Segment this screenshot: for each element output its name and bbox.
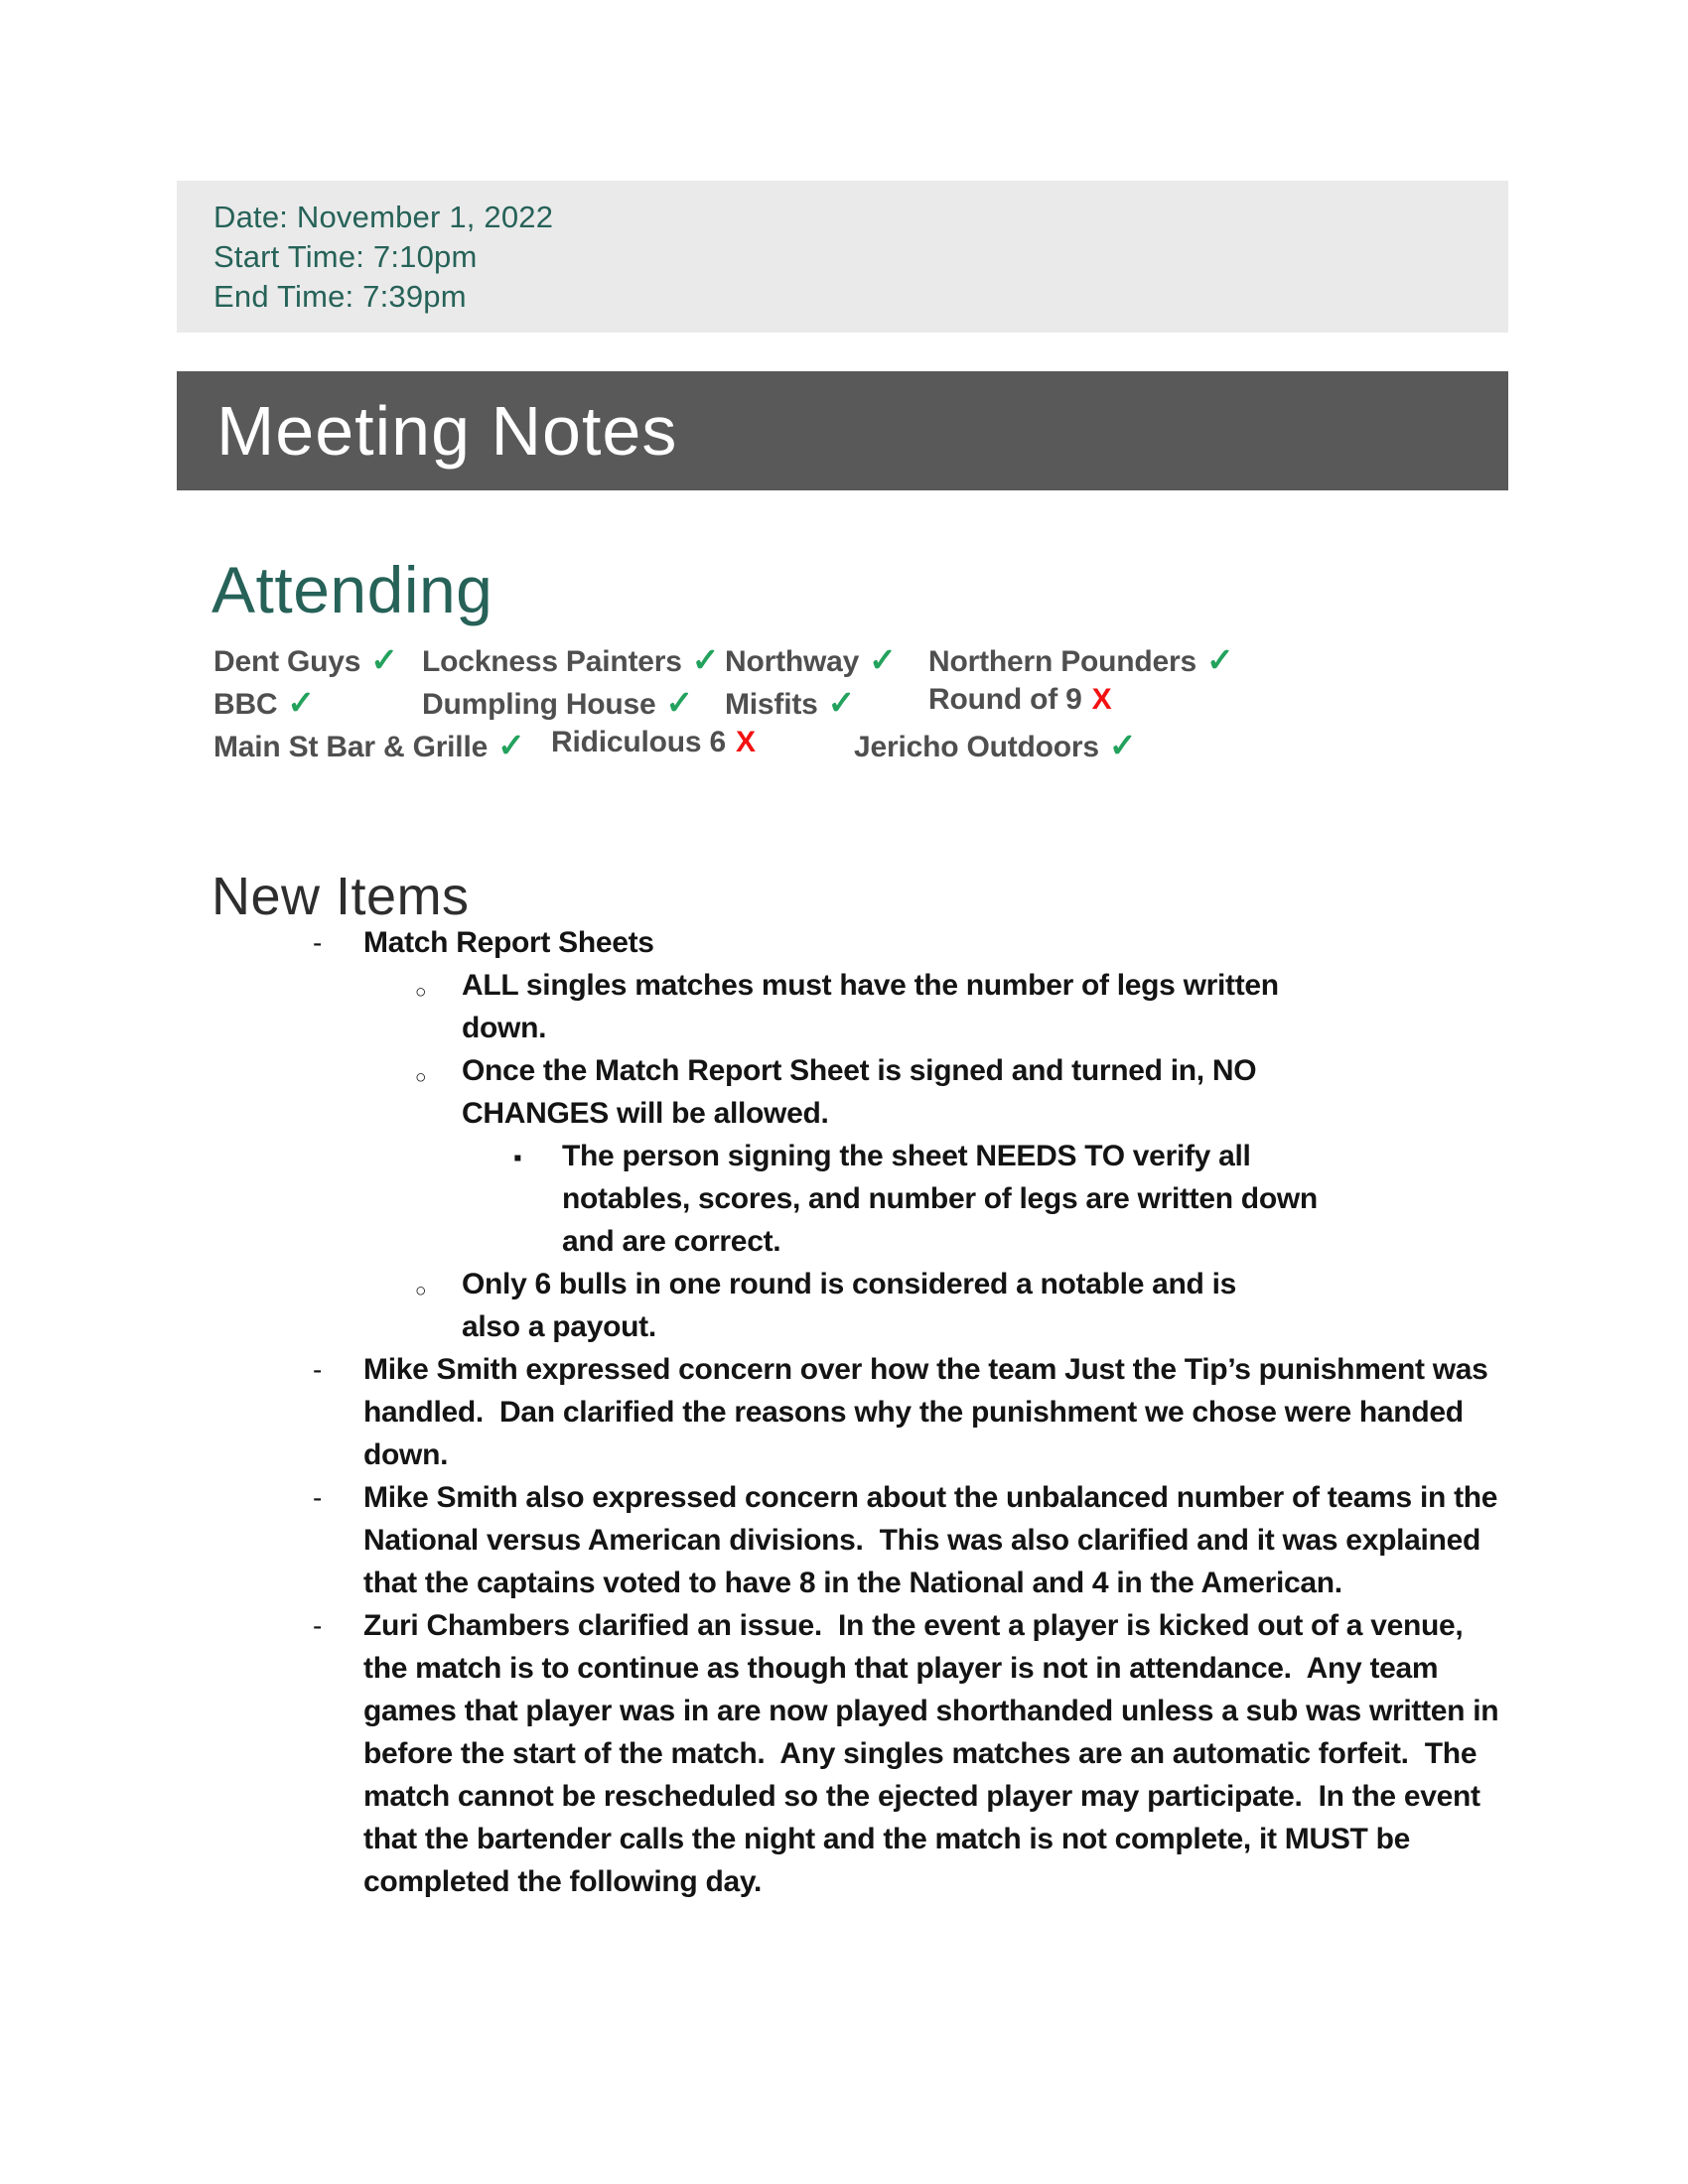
attendee [854, 726, 1137, 764]
meeting-start-time: Start Time: 7:10pm [213, 239, 478, 274]
attending-row [213, 683, 1504, 726]
team-name: Dent Guys [213, 645, 361, 678]
new-items-list [213, 921, 1507, 1903]
document-title: Meeting Notes [216, 392, 678, 470]
title-banner [177, 371, 1508, 490]
team-name: Ridiculous 6 [551, 726, 726, 758]
team-name: Misfits [725, 688, 818, 721]
team-name: BBC [213, 688, 278, 721]
attendee [422, 683, 693, 722]
list-item [213, 1049, 1291, 1135]
attending-heading: Attending [211, 553, 493, 626]
team-name: Northway [725, 645, 860, 678]
circle-bullet-icon: ○ [415, 1281, 427, 1301]
check-icon: ✓ [370, 641, 398, 678]
attendee [928, 640, 1234, 679]
list-item-text: Once the Match Report Sheet is signed and turned in, NO CHANGES will be allowed. [462, 1054, 1265, 1130]
list-item-text: Only 6 bulls in one round is considered a notable and is also a payout. [462, 1268, 1245, 1343]
circle-bullet-icon: ○ [415, 1067, 427, 1088]
team-name: Round of 9 [928, 683, 1082, 716]
check-icon: ✓ [497, 727, 525, 763]
attendee [725, 683, 855, 722]
check-icon: ✓ [665, 684, 694, 721]
square-bullet-icon: ▪ [513, 1145, 522, 1171]
list-item-text: Mike Smith expressed concern over how the team Just the Tip’s punishment was handled. Dan clarified the reasons why the punishment we chose were handed down. [363, 1353, 1496, 1471]
circle-bullet-icon: ○ [415, 982, 427, 1003]
list-item [213, 1135, 1375, 1263]
check-icon: ✓ [287, 684, 316, 721]
attendee [725, 640, 897, 679]
list-item [213, 964, 1291, 1049]
dash-bullet-icon: - [313, 1354, 323, 1385]
dash-bullet-icon: - [313, 1610, 323, 1641]
team-name: Main St Bar & Grille [213, 731, 489, 763]
attendee [422, 640, 719, 679]
check-icon: ✓ [1108, 727, 1137, 763]
list-item-text: Match Report Sheets [363, 926, 654, 959]
list-item-text: The person signing the sheet NEEDS TO verify all notables, scores, and number of legs are written down and are correct. [562, 1140, 1326, 1258]
team-name: Jericho Outdoors [854, 731, 1099, 763]
dash-bullet-icon: - [313, 1482, 323, 1513]
list-item-text: ALL singles matches must have the number of legs written down. [462, 969, 1287, 1044]
list-item [213, 1263, 1291, 1348]
team-name: Northern Pounders [928, 645, 1196, 678]
list-item [213, 1348, 1504, 1476]
meeting-date: Date: November 1, 2022 [213, 200, 554, 234]
check-icon: ✓ [1205, 641, 1234, 678]
meeting-end-time: End Time: 7:39pm [213, 279, 467, 314]
x-icon: X [1091, 683, 1112, 716]
x-icon: X [735, 726, 756, 758]
attending-row [213, 726, 1504, 768]
check-icon: ✓ [691, 641, 720, 678]
dash-bullet-icon: - [313, 927, 323, 958]
attending-list [213, 640, 1504, 768]
list-item [213, 1476, 1504, 1604]
list-item [213, 1604, 1507, 1903]
team-name: Lockness Painters [422, 645, 682, 678]
attendee [213, 726, 525, 764]
attendee [213, 640, 398, 679]
list-item-text: Zuri Chambers clarified an issue. In the event a player is kicked out of a venue, the match is to continue as though that player is not in attendance. Any team games that player was in are now played shorthanded unless a sub was written in before the start of the match. Any singles matches are an automatic forfeit. The match cannot be rescheduled so the ejected player may participate. In the event that the bartender calls the night and the match is not complete, it MUST be completed the following day. [363, 1609, 1507, 1898]
attending-row [213, 640, 1504, 683]
meeting-info-box [177, 181, 1508, 333]
team-name: Dumpling House [422, 688, 656, 721]
check-icon: ✓ [869, 641, 897, 678]
list-item [213, 921, 1504, 964]
attendee [551, 726, 756, 759]
attendee [928, 683, 1112, 717]
list-item-text: Mike Smith also expressed concern about the unbalanced number of teams in the National versus American divisions. This was also clarified and it was explained that the captains voted to have 8 in the National and 4 in the American. [363, 1481, 1506, 1599]
attendee [213, 683, 315, 722]
check-icon: ✓ [827, 684, 856, 721]
new-items-heading: New Items [211, 867, 470, 926]
